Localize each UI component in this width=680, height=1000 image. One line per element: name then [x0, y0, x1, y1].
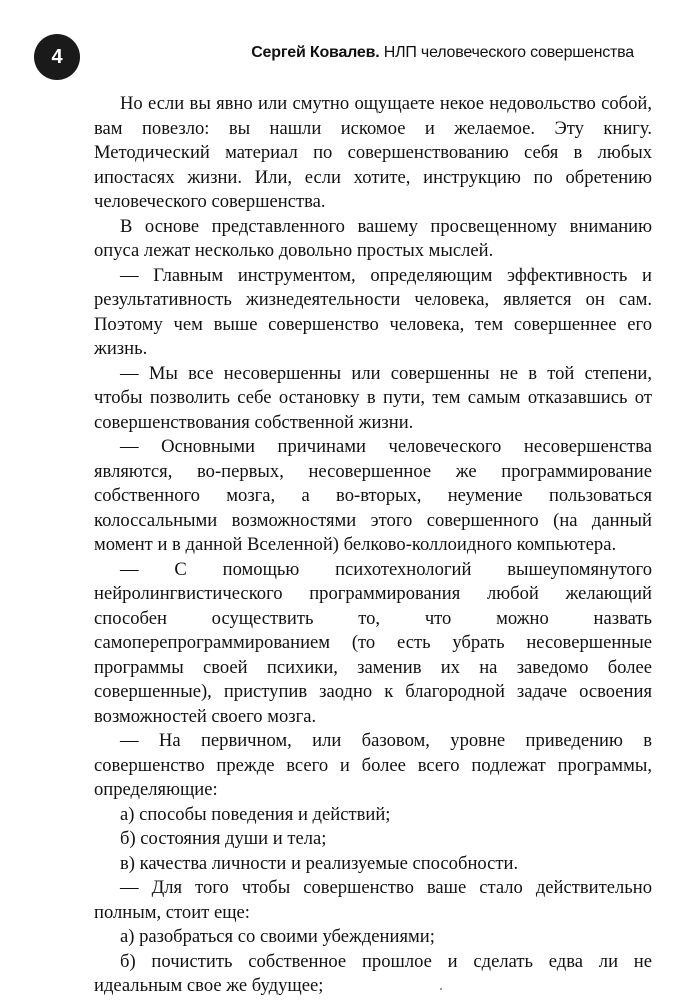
list-item: а) разобраться со своими убеждениями; [120, 926, 435, 947]
paragraph: — На первичном, или базовом, уровне приведению в совершенство прежде всего и более всего подлежат программы, определяющие: [94, 730, 652, 800]
paragraph: — С помощью психотехнологий вышеупомянутого нейролингвистического программирования любой желающий способен осуществить то, что можно назвать самоперепрограммированием (то есть убрать несовершенные программы своей психики, заменив их на заведомо более совершенные), приступив заодно к благородной задаче освоения возможностей своего мозга. [94, 558, 652, 727]
page-number: 4 [34, 34, 80, 80]
scan-speck [440, 988, 442, 990]
body-text [94, 92, 652, 999]
list-item: б) почистить собственное прошлое и сделать едва ли не идеальным свое же будущее; [94, 950, 652, 996]
list-item: б) состояния души и тела; [120, 828, 327, 849]
list-item: а) способы поведения и действий; [120, 803, 391, 825]
paragraph: В основе представленного вашему просвещенному вниманию опуса лежат несколько довольно простых мыслей. [94, 215, 652, 261]
paragraph: — Мы все несовершенны или совершенны не в той степени, чтобы позволить себе остановку в пути, тем самым отказавшись от совершенствования собственной жизни. [94, 362, 652, 433]
running-head-book-title: НЛП человеческого совершенства [383, 44, 634, 61]
running-head-author: Сергей Ковалев. [251, 44, 380, 61]
paragraph: — Главным инструментом, определяющим эффективность и результативность жизнедеятельности человека, является он сам. Поэтому чем выше совершенство человека, тем совершеннее его жизнь. [94, 264, 652, 359]
list-item: в) качества личности и реализуемые способности. [120, 852, 519, 874]
running-head [251, 44, 634, 62]
paragraph: — Для того чтобы совершенство ваше стало действительно полным, стоит еще: [94, 877, 652, 923]
paragraph: Но если вы явно или смутно ощущаете некое недовольство собой, вам повезло: вы нашли искомое и желаемое. Эту книгу. Методический материал по совершенствованию себя в любых ипостасях жизни. Или, если хотите, инструкцию по обретению человеческого совершенства. [94, 93, 652, 212]
paragraph: — Основными причинами человеческого несовершенства являются, во-первых, несовершенное же программирование собственного мозга, а во-вторых, неумение пользоваться колоссальными возможностями этого совершенного (на данный момент и в данной Вселенной) белково-коллоидного компьютера. [94, 436, 652, 555]
